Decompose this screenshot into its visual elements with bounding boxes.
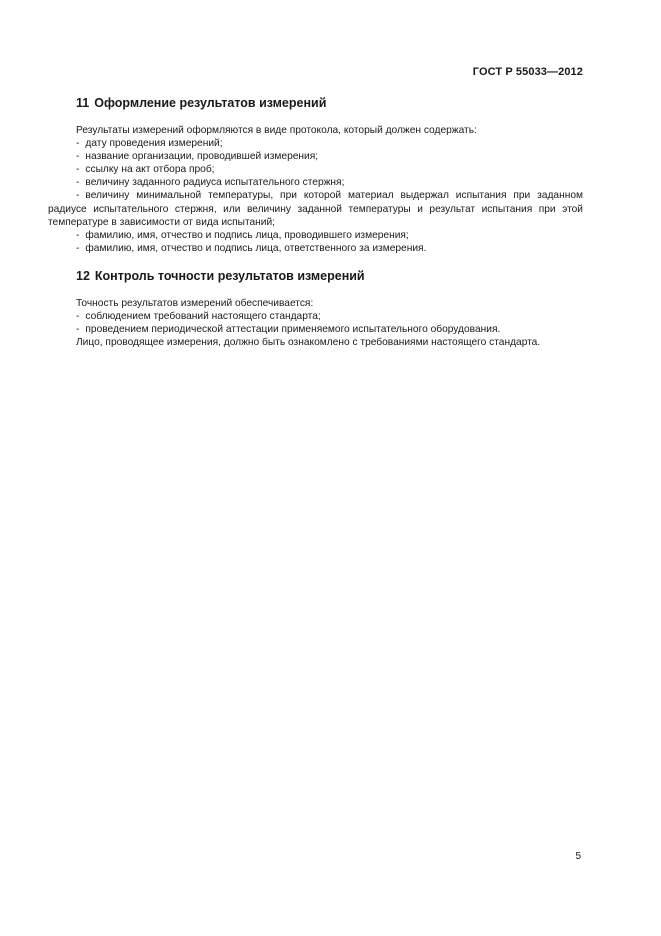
list-item: - соблюдением требований настоящего стандарта; bbox=[76, 311, 321, 323]
list-item: - величину минимальной температуры, при которой материал выдержал испытания при заданном радиусе испытательного стержня, или величину заданной температуры и результат испытания при этой температуре в зависимости от вида испытаний; bbox=[48, 190, 583, 228]
section-11 bbox=[48, 96, 583, 255]
list-bullet: - bbox=[76, 177, 80, 189]
section-11-heading bbox=[76, 96, 583, 110]
section-12 bbox=[48, 269, 583, 349]
section-11-number: 11 bbox=[76, 96, 90, 110]
section-12-number: 12 bbox=[76, 268, 90, 283]
section-12-intro: Точность результатов измерений обеспечивается: bbox=[76, 297, 314, 309]
list-bullet: - bbox=[76, 324, 80, 336]
list-bullet: - bbox=[76, 164, 80, 176]
section-11-intro: Результаты измерений оформляются в виде протокола, который должен содержать: bbox=[76, 125, 477, 136]
list-bullet: - bbox=[76, 311, 80, 323]
list-bullet: - bbox=[76, 151, 80, 163]
list-bullet: - bbox=[76, 138, 80, 150]
section-11-body bbox=[48, 124, 583, 255]
list-item: - проведением периодической аттестации применяемого испытательного оборудования. bbox=[76, 324, 501, 336]
list-bullet: - bbox=[76, 190, 80, 202]
page-number: 5 bbox=[575, 851, 581, 862]
section-11-title: Оформление результатов измерений bbox=[94, 96, 327, 110]
standard-code: ГОСТ Р 55033—2012 bbox=[472, 66, 583, 78]
list-item: - фамилию, имя, отчество и подпись лица, ответственного за измерения. bbox=[76, 242, 427, 254]
list-bullet: - bbox=[76, 242, 80, 254]
list-bullet: - bbox=[76, 229, 80, 241]
list-item: - название организации, проводившей измерения; bbox=[76, 151, 319, 163]
list-item: - ссылку на акт отбора проб; bbox=[76, 164, 215, 176]
list-item: - дату проведения измерений; bbox=[76, 138, 223, 150]
section-12-body bbox=[48, 297, 583, 349]
section-12-heading bbox=[76, 269, 583, 283]
list-item: - величину заданного радиуса испытательного стержня; bbox=[76, 177, 345, 189]
section-12-closing: Лицо, проводящее измерения, должно быть ознакомлено с требованиями настоящего стандарта. bbox=[76, 337, 541, 349]
section-12-title: Контроль точности результатов измерений bbox=[94, 268, 365, 283]
list-item: - фамилию, имя, отчество и подпись лица, проводившего измерения; bbox=[76, 229, 409, 241]
page-content bbox=[48, 96, 583, 349]
